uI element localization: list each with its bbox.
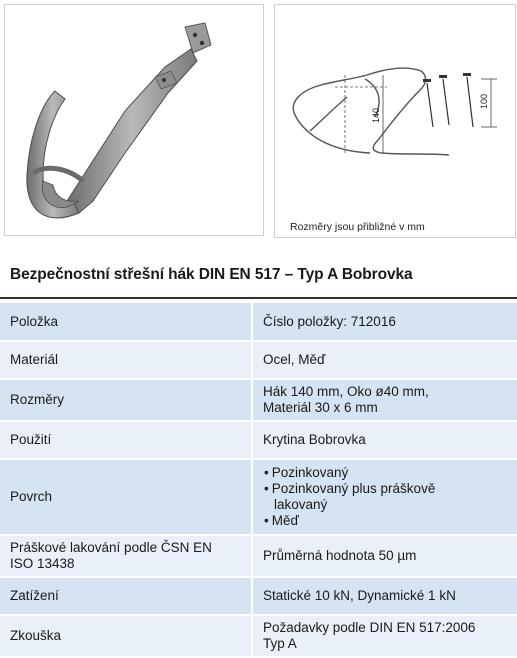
spec-table [0,301,517,658]
spec-label: Povrch [0,460,253,534]
title-divider [0,297,517,299]
spec-value: Krytina Bobrovka [253,422,517,458]
spec-row-load [0,578,517,614]
spec-value-line: Typ A [263,636,297,651]
spec-value: Průměrná hodnota 50 µm [253,536,517,576]
list-item: • Pozinkovaný plus práškově lakovaný [263,481,517,513]
dimension-100: 100 [479,93,489,109]
list-item: • Pozinkovaný [263,465,517,481]
technical-drawing [274,4,516,238]
spec-value: Statické 10 kN, Dynamické 1 kN [253,578,517,614]
spec-label: Materiál [0,342,253,378]
spec-value: Ocel, Měď [253,342,517,378]
spec-row-usage [0,422,517,458]
spec-label-line: ISO 13438 [10,556,75,571]
list-item: • Měď [263,513,517,529]
spec-value-line: Materiál 30 x 6 mm [263,400,378,415]
dimension-drawing [275,5,515,237]
dimension-140: 140 [371,107,381,123]
spec-row-powder-coating [0,536,517,576]
surface-options-list [263,465,517,529]
spec-label: Zatížení [0,578,253,614]
spec-label-line: Práškové lakování podle ČSN EN [10,540,212,555]
spec-label: Zkouška [0,616,253,656]
spec-value [253,380,517,420]
spec-label: Použití [0,422,253,458]
page-title: Bezpečnostní střešní hák DIN EN 517 – Typ A Bobrovka [10,266,413,283]
spec-row-material [0,342,517,378]
spec-value-line: Hák 140 mm, Oko ø40 mm, [263,384,429,399]
roof-hook-image [5,5,263,235]
spec-label: Položka [0,303,253,340]
spec-value [253,460,517,534]
spec-label: Rozměry [0,380,253,420]
spec-row-item [0,303,517,340]
spec-label [0,536,253,576]
product-photo [4,4,264,236]
spec-row-surface [0,460,517,534]
spec-value-line: Požadavky podle DIN EN 517:2006 [263,620,476,635]
spec-value [253,616,517,656]
dimensions-caption: Rozměry jsou přibližné v mm [290,221,425,233]
spec-row-testing [0,616,517,656]
spec-row-dimensions [0,380,517,420]
spec-value: Číslo položky: 712016 [253,303,517,340]
